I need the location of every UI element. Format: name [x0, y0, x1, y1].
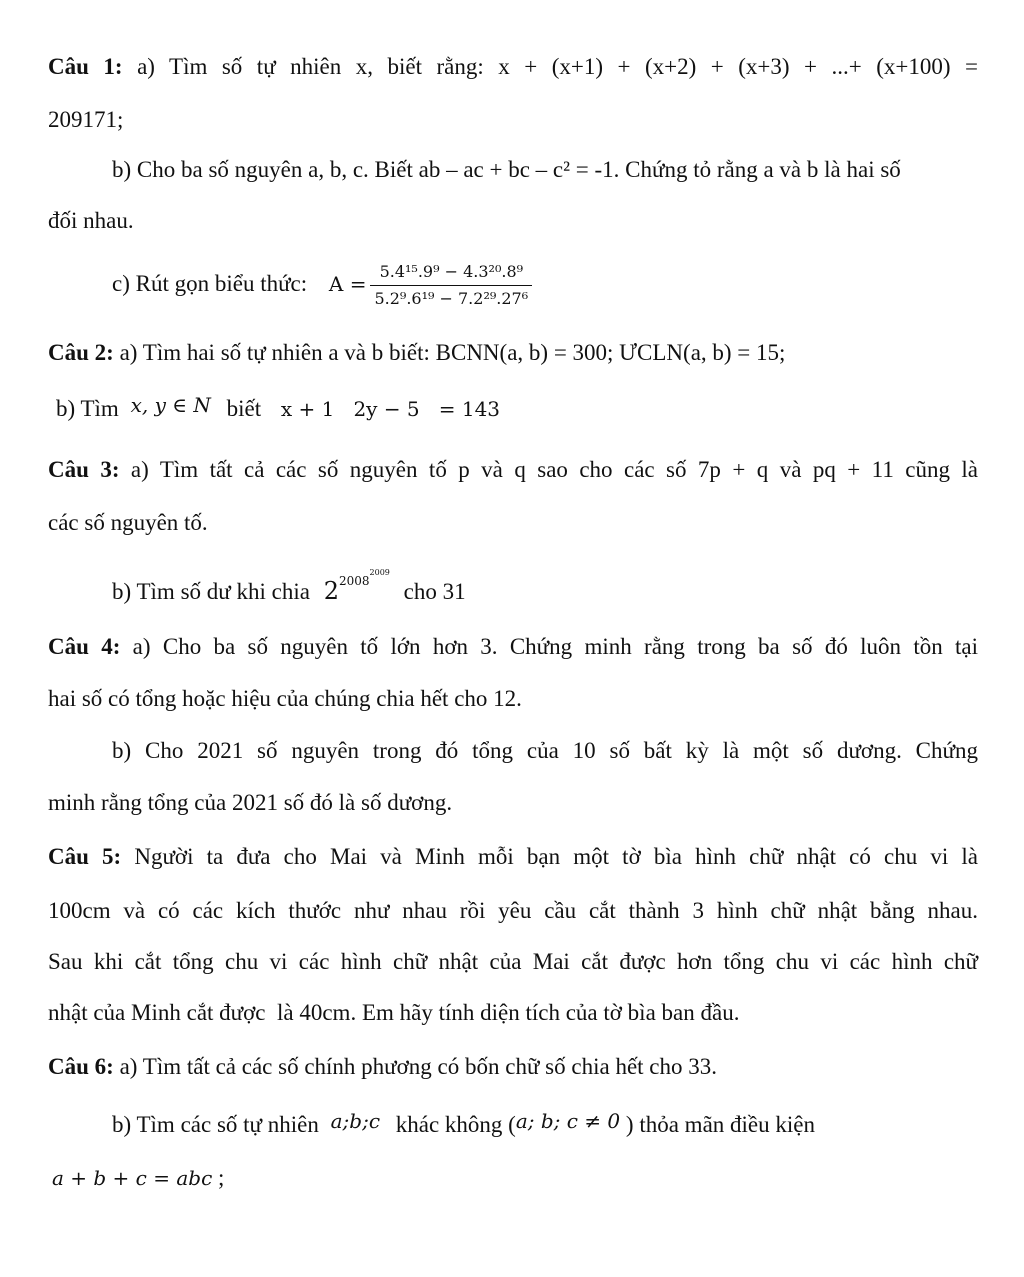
q3-b-exponent-2: 2009 — [369, 568, 390, 577]
q3-b-exponent: 2008 — [338, 574, 370, 588]
q3-b-suffix: cho 31 — [403, 579, 466, 604]
q3-b-base: 2 — [323, 577, 339, 605]
q4-b-line1: b) Cho 2021 số nguyên trong đó tổng của 10 số bất kỳ là một số dương. Chứng — [112, 738, 978, 763]
q1-c-var: A = — [328, 272, 367, 296]
q1-label: Câu 1: — [48, 54, 123, 79]
q6-b-vars: a;b;c — [330, 1109, 381, 1133]
q1-b-line1 — [112, 155, 978, 185]
q1-b-text: b) Cho ba số nguyên a, b, c. Biết ab – ac + bc – c² = -1. Chứng tỏ rằng a và b là hai số — [112, 157, 901, 182]
q2-b-mid: biết — [226, 396, 262, 421]
q6-line-b — [112, 1110, 978, 1140]
q3-label: Câu 3: — [48, 457, 120, 482]
q6-b-end: ; — [218, 1165, 225, 1190]
q1-c-text: c) Rút gọn biểu thức: — [112, 271, 308, 296]
q2-line-a — [48, 338, 978, 368]
q2-label: Câu 2: — [48, 340, 114, 365]
q1-c-line — [112, 262, 1024, 309]
q6-line-b-equation — [52, 1163, 982, 1193]
q3-line-b — [112, 568, 1024, 612]
q2-a-text: a) Tìm hai số tự nhiên a và b biết: BCNN(a, b) = 300; ƯCLN(a, b) = 15; — [113, 340, 786, 365]
q6-b-condition: a; b; c ≠ 0 — [515, 1109, 621, 1133]
q5-label: Câu 5: — [48, 844, 122, 869]
q5-line2: 100cm và có các kích thước như nhau rồi yêu cầu cắt thành 3 hình chữ nhật bằng nhau. — [48, 898, 978, 923]
q1-b-line2: đối nhau. — [48, 208, 134, 233]
q1-a-text: a) Tìm số tự nhiên x, biết rằng: x + (x+1) + (x+2) + (x+3) + ...+ (x+100) = — [122, 54, 978, 79]
q3-b-prefix: b) Tìm số dư khi chia — [112, 579, 310, 604]
q5-text-1: Người ta đưa cho Mai và Minh mỗi bạn một tờ bìa hình chữ nhật có chu vi là — [121, 844, 978, 869]
q2-b-set: x, y ∈ N — [130, 393, 211, 417]
q3-a-continuation: các số nguyên tố. — [48, 510, 208, 535]
q1-a-continuation: 209171; — [48, 107, 124, 132]
q2-line-b — [56, 394, 986, 424]
q6-b-mid: khác không ( — [395, 1112, 516, 1137]
q4-a-continuation: hai số có tổng hoặc hiệu của chúng chia hết cho 12. — [48, 686, 522, 711]
q4-line-a — [48, 632, 978, 662]
q1-c-numerator: 5.4¹⁵.9⁹ − 4.3²⁰.8⁹ — [370, 262, 532, 286]
q3-a-text: a) Tìm tất cả các số nguyên tố p và q sao cho các số 7p + q và pq + 11 cũng là — [119, 457, 978, 482]
q5-line3: Sau khi cắt tổng chu vi các hình chữ nhật của Mai cắt được hơn tổng chu vi các hình chữ — [48, 949, 978, 974]
q6-b-suffix: ) thỏa mãn điều kiện — [625, 1112, 815, 1137]
q1-line-a — [48, 52, 978, 82]
q5-line4: nhật của Minh cắt được là 40cm. Em hãy tính diện tích của tờ bìa ban đầu. — [48, 1000, 740, 1025]
q6-line-a — [48, 1052, 978, 1082]
q6-b-prefix: b) Tìm các số tự nhiên — [112, 1112, 319, 1137]
q6-b-equation: a + b + c = abc — [52, 1166, 213, 1190]
q1-c-fraction — [370, 262, 532, 309]
q6-label: Câu 6: — [48, 1054, 114, 1079]
q3-line-a — [48, 455, 978, 485]
q1-c-denominator: 5.2⁹.6¹⁹ − 7.2²⁹.27⁶ — [374, 289, 529, 309]
q2-b-equation: x + 1 2y − 5 = 143 — [280, 397, 501, 421]
q4-a-text: a) Cho ba số nguyên tố lớn hơn 3. Chứng minh rằng trong ba số đó luôn tồn tại — [120, 634, 978, 659]
q2-b-prefix: b) Tìm — [56, 396, 119, 421]
q6-a-text: a) Tìm tất cả các số chính phương có bốn chữ số chia hết cho 33. — [113, 1054, 718, 1079]
q5-line1 — [48, 842, 978, 872]
q4-b-line2: minh rằng tổng của 2021 số đó là số dương. — [48, 790, 453, 815]
q4-label: Câu 4: — [48, 634, 121, 659]
